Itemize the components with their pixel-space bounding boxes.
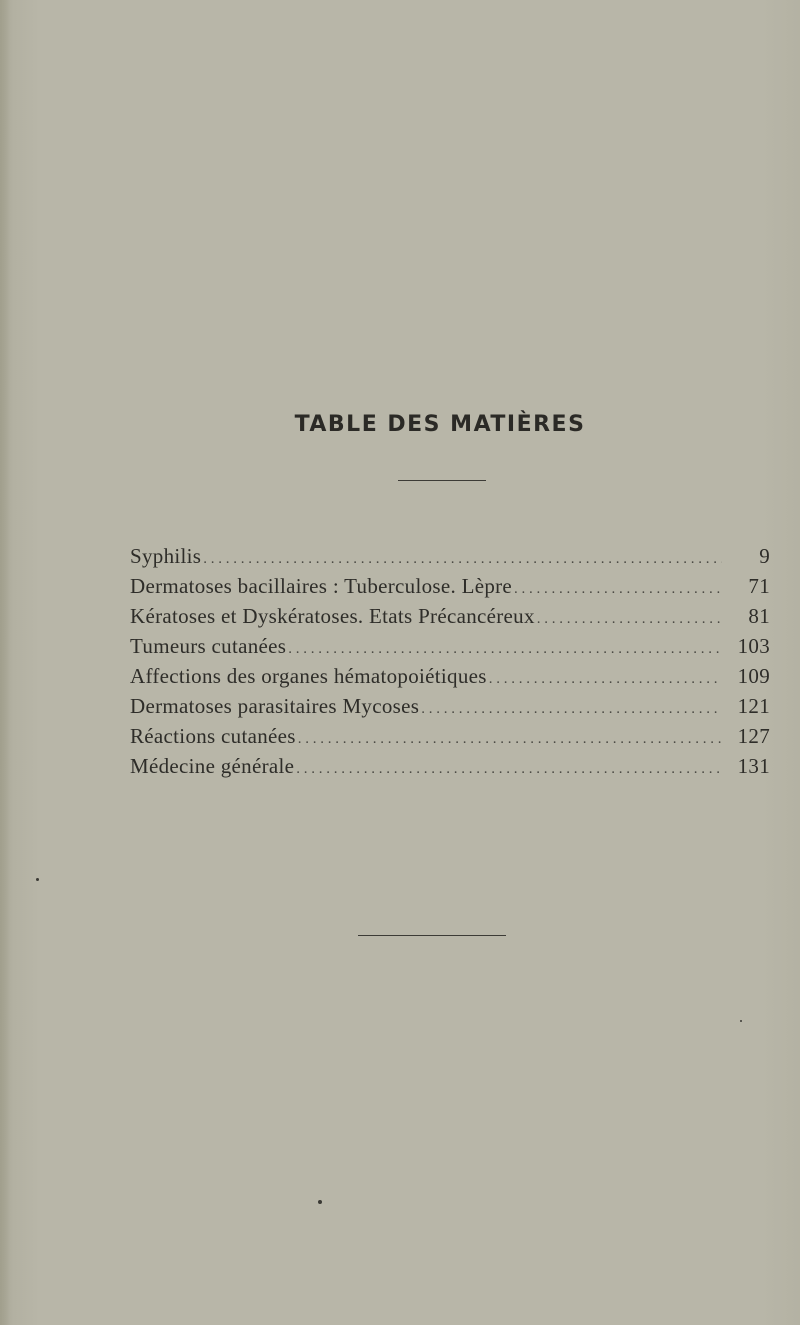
toc-entry-label: Dermatoses parasitaires Mycoses xyxy=(130,694,420,718)
toc-entry-page: 127 xyxy=(737,724,770,748)
toc-entry-page: 109 xyxy=(737,664,770,688)
dot-leader xyxy=(298,731,722,748)
toc-entry-page: 81 xyxy=(748,604,770,628)
dot-leader xyxy=(421,701,722,718)
toc-entry-label: Kératoses et Dyskératoses. Etats Précancéreux xyxy=(130,604,535,628)
toc-entry-label: Tumeurs cutanées xyxy=(130,634,287,658)
toc-entry-medecine xyxy=(130,754,770,784)
dot-leader xyxy=(537,611,722,628)
dot-leader xyxy=(489,671,722,688)
toc-entry-label: Syphilis xyxy=(130,544,202,568)
toc-entry-tumeurs xyxy=(130,634,770,664)
paper-speck xyxy=(740,1020,742,1022)
toc-entry-affections xyxy=(130,664,770,694)
toc-entry-page: 71 xyxy=(748,574,770,598)
toc-entry-page: 121 xyxy=(737,694,770,718)
title-rule xyxy=(398,480,486,481)
table-of-contents xyxy=(130,544,770,784)
toc-entry-page: 131 xyxy=(737,754,770,778)
dot-leader xyxy=(296,761,722,778)
dot-leader xyxy=(203,551,722,568)
toc-entry-page: 9 xyxy=(759,544,770,568)
dot-leader xyxy=(514,581,722,598)
page-title: TABLE DES MATIÈRES xyxy=(294,412,586,437)
closing-rule xyxy=(358,935,506,936)
paper-speck xyxy=(36,878,39,881)
toc-entry-dermatoses-parasitaires xyxy=(130,694,770,724)
toc-entry-label: Affections des organes hématopoiétiques xyxy=(130,664,487,688)
page-binding-edge xyxy=(0,0,10,1325)
toc-entry-label: Dermatoses bacillaires : Tuberculose. Lèpre xyxy=(130,574,513,598)
toc-entry-page: 103 xyxy=(737,634,770,658)
paper-speck xyxy=(318,1200,322,1204)
toc-entry-keratoses xyxy=(130,604,770,634)
toc-entry-label: Réactions cutanées xyxy=(130,724,296,748)
toc-entry-dermatoses-bacillaires xyxy=(130,574,770,604)
dot-leader xyxy=(288,641,722,658)
toc-entry-reactions xyxy=(130,724,770,754)
toc-entry-label: Médecine générale xyxy=(130,754,295,778)
toc-entry-syphilis xyxy=(130,544,770,574)
